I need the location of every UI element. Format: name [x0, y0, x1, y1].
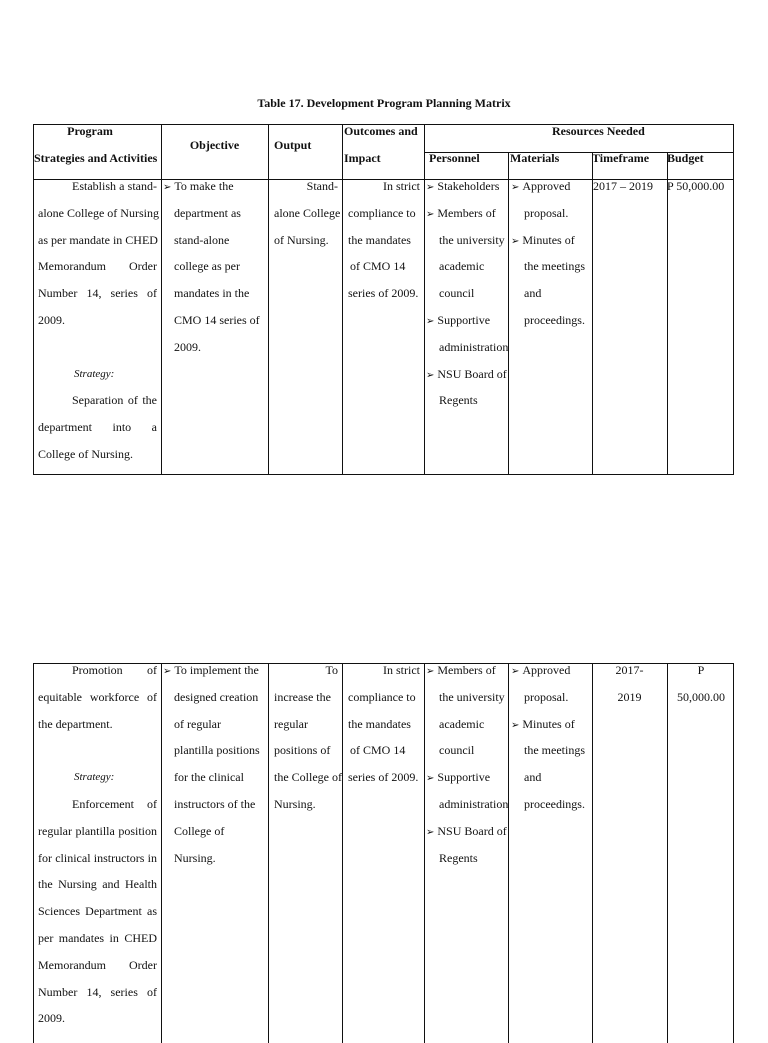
header-objective: Objective	[189, 138, 240, 152]
header-output: Output	[274, 138, 312, 152]
output-line: Nursing.	[274, 797, 316, 811]
outcomes-line: compliance to	[348, 689, 416, 704]
strategy-line: Separation of the	[72, 393, 157, 408]
outcomes-line: of CMO 14	[350, 259, 406, 274]
personnel-item-text: academic	[439, 716, 485, 731]
bullet-arrow-icon: ➢	[163, 666, 172, 677]
bullet-arrow-icon: ➢	[163, 182, 172, 193]
objective-line: of regular	[174, 716, 221, 731]
strategy-label: Strategy:	[74, 771, 115, 784]
program-activity-line: alone College of Nursing	[38, 205, 159, 220]
personnel-item-text: Members of	[437, 663, 496, 677]
outcomes-line: series of 2009.	[348, 286, 419, 301]
personnel-item	[439, 711, 484, 738]
personnel-item	[426, 818, 507, 847]
objective-line: plantilla positions	[174, 743, 260, 758]
header-resources: Resources Needed	[552, 124, 645, 138]
header-timeframe: Timeframe	[592, 151, 650, 165]
personnel-item-text: administration	[439, 339, 509, 354]
personnel-item-text: Supportive	[437, 770, 491, 785]
personnel-item-text: NSU Board of	[437, 366, 507, 381]
personnel-item	[426, 657, 496, 686]
materials-item-text: proceedings.	[524, 797, 585, 811]
personnel-item	[426, 307, 490, 336]
materials-item	[524, 737, 585, 764]
objective-text: To make the	[174, 179, 234, 193]
materials-item-text: proceedings.	[524, 313, 585, 327]
personnel-item	[426, 200, 496, 229]
objective-line: Nursing.	[174, 850, 216, 865]
program-activity-line: equitable workforce of	[38, 689, 157, 704]
materials-item	[524, 253, 585, 280]
output-line: regular	[274, 716, 308, 731]
materials-item-text: proposal.	[524, 205, 569, 220]
objective-line: mandates in the	[174, 286, 250, 301]
materials-item-text: Minutes of	[522, 716, 575, 731]
materials-item	[511, 227, 575, 256]
output-line: increase the	[274, 689, 331, 704]
personnel-item	[439, 253, 484, 280]
header-materials: Materials	[510, 151, 560, 165]
header-program-sub: Strategies and Activities	[34, 151, 158, 165]
output-line: alone College	[274, 205, 341, 220]
bullet-arrow-icon: ➢	[426, 182, 435, 193]
output-line: To	[325, 663, 338, 677]
outcomes-line: the mandates	[348, 232, 411, 247]
program-activity-line: Number 14, series of	[38, 286, 157, 301]
header-outcomes: Outcomes and	[344, 124, 418, 138]
materials-item	[524, 764, 541, 791]
strategy-line: the Nursing and Health	[38, 877, 157, 892]
bullet-arrow-icon: ➢	[511, 235, 520, 247]
personnel-item	[439, 227, 505, 254]
header-program: Program	[67, 124, 113, 138]
table-title: Table 17. Development Program Planning Matrix	[257, 96, 511, 110]
program-activity-line: as per mandate in CHED	[38, 232, 158, 247]
strategy-line: Enforcement of	[72, 797, 157, 811]
outcomes-line: series of 2009.	[348, 770, 419, 785]
materials-item	[511, 173, 570, 202]
bullet-arrow-icon: ➢	[426, 369, 435, 381]
bullet-arrow-icon: ➢	[511, 719, 520, 731]
timeframe-value: 2019	[617, 689, 642, 704]
bullet-arrow-icon: ➢	[511, 666, 520, 677]
outcomes-line: In strict	[383, 663, 420, 677]
budget-value: P	[697, 663, 705, 677]
materials-item	[511, 711, 575, 740]
objective-line: designed creation	[174, 689, 259, 704]
personnel-item-text: academic	[439, 259, 485, 274]
strategy-line: department into a	[38, 420, 157, 435]
objective-line: stand-alone	[174, 232, 230, 247]
budget-value: P 50,000.00	[667, 179, 725, 193]
materials-item-text: and	[524, 286, 542, 301]
materials-item	[524, 791, 585, 818]
program-activity-line: Promotion of	[72, 663, 157, 677]
bullet-arrow-icon: ➢	[426, 666, 435, 677]
objective-text: To implement the	[174, 663, 259, 677]
personnel-item	[439, 280, 474, 307]
materials-item	[511, 657, 570, 686]
outcomes-line: the mandates	[348, 716, 411, 731]
program-activity-line: Memorandum Order	[38, 259, 157, 274]
materials-item	[524, 307, 585, 334]
timeframe-value: 2017-	[615, 663, 644, 677]
personnel-item-text: Members of	[437, 205, 496, 220]
personnel-item	[439, 334, 508, 361]
bullet-arrow-icon: ➢	[426, 773, 435, 785]
objective-line: college as per	[174, 259, 240, 274]
bullet-arrow-icon: ➢	[426, 826, 435, 838]
materials-item-text: the meetings	[524, 259, 585, 274]
output-line: the College of	[274, 770, 342, 785]
outcomes-line: In strict	[383, 179, 420, 193]
planning-matrix-table	[33, 124, 734, 475]
strategy-label: Strategy:	[74, 367, 115, 380]
outcomes-line: compliance to	[348, 205, 416, 220]
strategy-line: per mandates in CHED	[38, 931, 157, 945]
output-line: positions of	[274, 743, 331, 758]
timeframe-value: 2017 – 2019	[593, 179, 653, 193]
header-budget: Budget	[667, 151, 704, 165]
personnel-item-text: administration	[439, 797, 509, 811]
personnel-item-text: Regents	[439, 393, 478, 408]
outcomes-line: of CMO 14	[350, 743, 406, 758]
bullet-arrow-icon: ➢	[511, 182, 520, 193]
header-personnel: Personnel	[429, 151, 480, 165]
objective-line	[163, 657, 259, 686]
personnel-item-text: council	[439, 743, 475, 758]
strategy-line: regular plantilla position	[38, 823, 157, 838]
personnel-item-text: Regents	[439, 850, 478, 865]
budget-value: 50,000.00	[677, 689, 725, 704]
objective-line: for the clinical	[174, 770, 244, 785]
personnel-item	[426, 173, 499, 202]
personnel-item	[439, 737, 474, 764]
personnel-item	[439, 845, 478, 872]
materials-item-text: proposal.	[524, 689, 569, 704]
program-activity-line: 2009.	[38, 313, 65, 327]
personnel-item	[426, 361, 507, 390]
personnel-item	[426, 764, 490, 793]
materials-item-text: and	[524, 770, 542, 785]
strategy-line: Memorandum Order	[38, 957, 157, 972]
strategy-line: Number 14, series of	[38, 984, 157, 999]
personnel-item-text: NSU Board of	[437, 823, 507, 838]
planning-matrix-table-continued	[33, 663, 734, 1043]
objective-line: instructors of the	[174, 797, 256, 811]
personnel-item-text: the university	[439, 232, 505, 247]
strategy-line: College of Nursing.	[38, 447, 133, 461]
personnel-item-text: Supportive	[437, 313, 491, 327]
materials-item-text: Approved	[522, 663, 571, 677]
header-outcomes-sub: Impact	[344, 151, 381, 165]
objective-line	[163, 173, 234, 202]
objective-line: department as	[174, 205, 241, 220]
strategy-line: Sciences Department as	[38, 904, 157, 919]
personnel-item	[439, 387, 478, 414]
personnel-item-text: the university	[439, 689, 505, 704]
personnel-item-text: council	[439, 286, 475, 301]
materials-item	[524, 684, 568, 711]
personnel-item-text: Stakeholders	[437, 179, 500, 193]
objective-line: College of	[174, 823, 225, 838]
strategy-line: for clinical instructors in	[38, 850, 157, 865]
program-activity-line: Establish a stand-	[72, 179, 157, 193]
materials-item-text: Approved	[522, 179, 571, 193]
personnel-item	[439, 791, 508, 818]
personnel-item	[439, 684, 505, 711]
bullet-arrow-icon: ➢	[426, 316, 435, 327]
materials-item	[524, 280, 541, 307]
output-line: Stand-	[306, 179, 338, 193]
program-activity-line: the department.	[38, 716, 113, 731]
output-line: of Nursing.	[274, 232, 329, 247]
bullet-arrow-icon: ➢	[426, 208, 435, 220]
materials-item-text: the meetings	[524, 743, 585, 758]
objective-line: 2009.	[174, 339, 201, 354]
objective-line: CMO 14 series of	[174, 313, 260, 327]
materials-item	[524, 200, 568, 227]
strategy-line: 2009.	[38, 1011, 65, 1026]
materials-item-text: Minutes of	[522, 232, 575, 247]
